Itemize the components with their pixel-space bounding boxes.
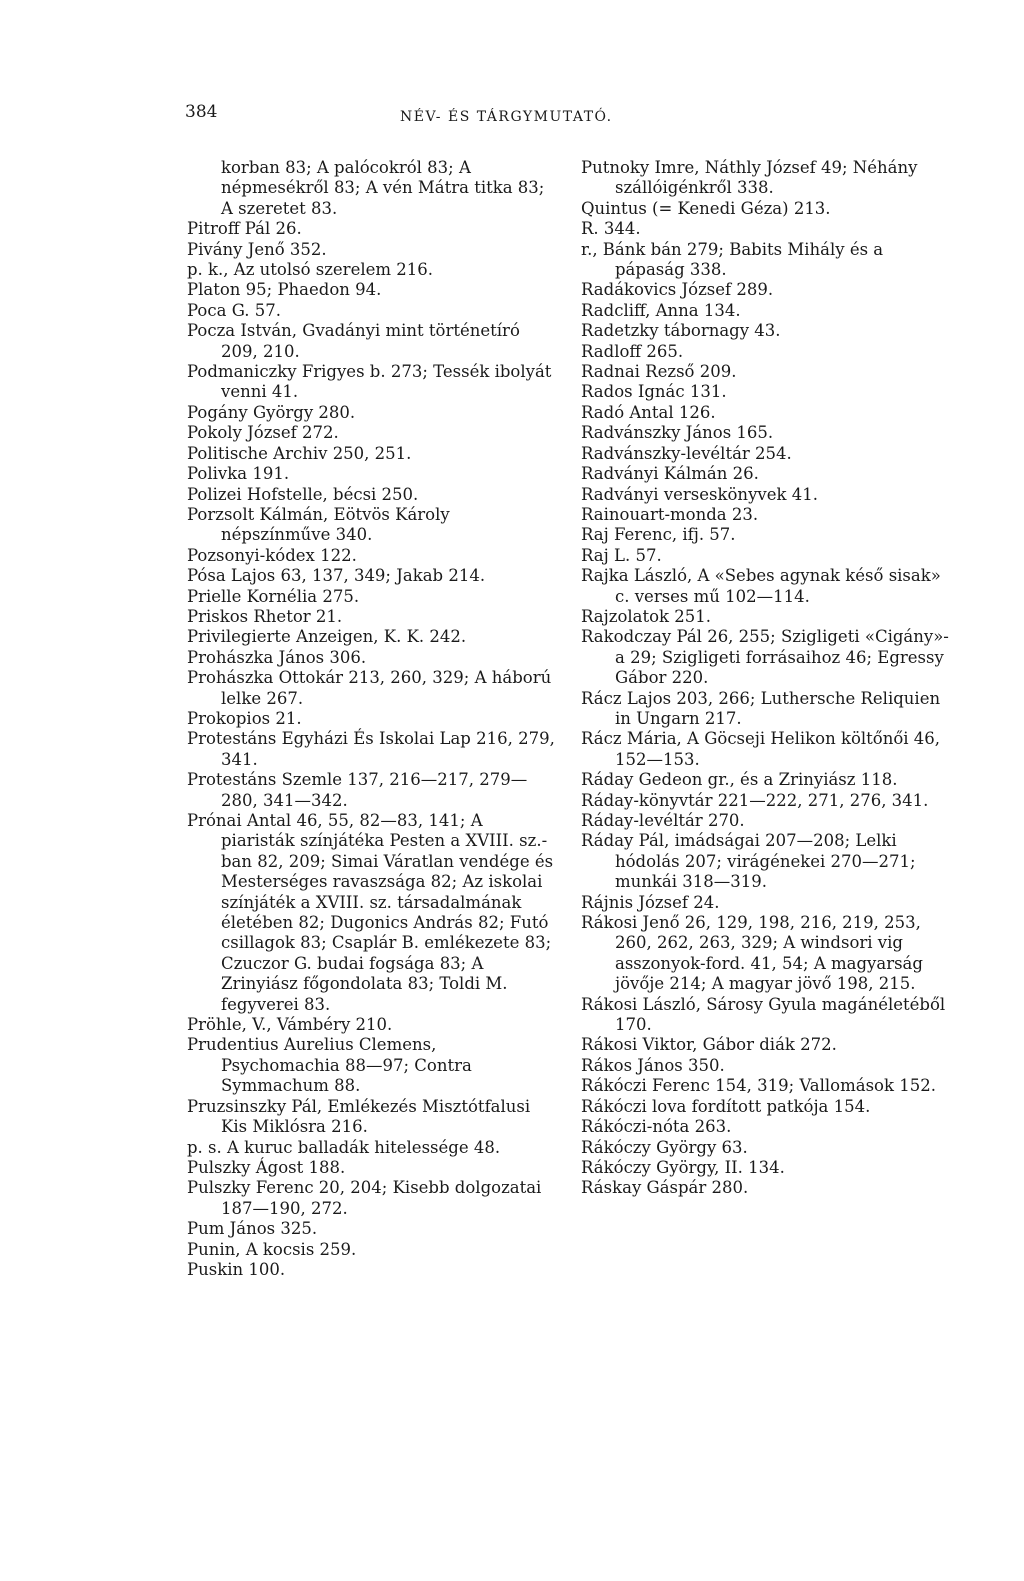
index-entry: Putnoky Imre, Náthly József 49; Néhány szállóigénkről 338. — [581, 158, 918, 198]
index-entry: Prielle Kornélia 275. — [187, 586, 360, 606]
index-entry: Radvánszky János 165. — [581, 423, 774, 443]
index-entry: Porzsolt Kálmán, Eötvös Károly népszínműve 340. — [187, 504, 450, 545]
index-entry: Priskos Rhetor 21. — [187, 606, 343, 626]
index-entry: Pulszky Ferenc 20, 204; Kisebb dolgozatai 187—190, 272. — [187, 1178, 542, 1218]
index-entry: r., Bánk bán 279; Babits Mihály és a pápaság 338. — [581, 239, 884, 280]
index-entry: Prohászka Ottokár 213, 260, 329; A háború lelke 267. — [187, 668, 552, 708]
index-entry: Rákóczi lova fordított patkója 154. — [581, 1096, 871, 1116]
index-entry: Ráday Gedeon gr., és a Zrinyiász 118. — [581, 770, 898, 790]
index-entry: Polivka 191. — [187, 464, 290, 484]
index-entry: Rácz Mária, A Göcseji Helikon költőnői 46, 152—153. — [581, 729, 941, 769]
index-entry: Pocza István, Gvadányi mint történetíró 209, 210. — [187, 321, 520, 361]
index-entry: Rakodczay Pál 26, 255; Szigligeti «Cigány»-a 29; Szigligeti forrásaihoz 46; Egressy Gábor 220. — [581, 627, 949, 688]
index-entry: Raj L. 57. — [581, 545, 662, 565]
index-entry: Protestáns Szemle 137, 216—217, 279—280, 341—342. — [187, 770, 528, 810]
index-entry: Rákosi László, Sárosy Gyula magánéletéből 170. — [581, 994, 946, 1035]
index-entry: Platon 95; Phaedon 94. — [187, 280, 382, 300]
index-entry: Ráday-levéltár 270. — [581, 811, 745, 830]
index-entry: Pósa Lajos 63, 137, 349; Jakab 214. — [187, 566, 486, 586]
index-entry: Puskin 100. — [187, 1259, 286, 1279]
index-entry: Rákóczi-nóta 263. — [581, 1117, 732, 1137]
index-entry: R. 344. — [581, 219, 641, 239]
running-title: NÉV- ÉS TÁRGYMUTATÓ. — [400, 109, 613, 125]
index-entry: Pozsonyi-kódex 122. — [187, 545, 357, 565]
index-entry: Rákóczy György 63. — [581, 1137, 748, 1157]
index-entry: Pulszky Ágost 188. — [187, 1157, 346, 1177]
index-entry: Ráday Pál, imádságai 207—208; Lelki hódolás 207; virágénekei 270—271; munkái 318—319. — [581, 831, 916, 892]
index-entry: Podmaniczky Frigyes b. 273; Tessék ibolyát venni 41. — [187, 362, 552, 402]
index-entry: korban 83; A palócokról 83; A népmesékről 83; A vén Mátra titka 83; A szeretet 83. — [221, 158, 545, 218]
index-column-left — [187, 158, 559, 1280]
index-entry: Rajka László, A «Sebes agynak késő sisak» c. verses mű 102—114. — [581, 566, 941, 606]
index-entry: Rákosi Viktor, Gábor diák 272. — [581, 1035, 837, 1055]
index-entry: Radvánszky-levéltár 254. — [581, 443, 792, 463]
index-entry: Prónai Antal 46, 55, 82—83, 141; A piaristák színjátéka Pesten a XVIII. sz.-ban 82, 209; Simai Váratlan vendége és Mesterséges ravaszsága 82; Az iskolai színjáték a XVIII. sz. társadalmának életében 82; Dugonics András 82; Futó csillagok 83; Csaplár B. emlékezete 83; Czuczor G. budai fogsága 83; A Zrinyiász főgondolata 83; Toldi M. fegyverei 83. — [187, 811, 554, 1014]
index-entry: Rajzolatok 251. — [581, 606, 712, 626]
index-entry: Ráskay Gáspár 280. — [581, 1178, 749, 1198]
index-entry: Radloff 265. — [581, 341, 684, 361]
index-entry: Pokoly József 272. — [187, 423, 339, 443]
index-entry: Rákóczy György, II. 134. — [581, 1157, 785, 1177]
index-entry: Privilegierte Anzeigen, K. K. 242. — [187, 627, 467, 647]
index-entry: Quintus (= Kenedi Géza) 213. — [581, 198, 831, 218]
index-entry: Radványi verseskönyvek 41. — [581, 484, 818, 504]
index-entry: Rácz Lajos 203, 266; Luthersche Reliquien in Ungarn 217. — [581, 688, 941, 728]
index-entry: Radcliff, Anna 134. — [581, 300, 741, 320]
index-entry: Radákovics József 289. — [581, 280, 774, 300]
index-entry: p. s. A kuruc balladák hitelessége 48. — [187, 1137, 501, 1157]
index-entry: Pogány György 280. — [187, 402, 356, 422]
index-entry: Prokopios 21. — [187, 708, 302, 728]
index-entry: Prohászka János 306. — [187, 647, 367, 667]
index-entry: Rados Ignác 131. — [581, 382, 727, 402]
index-entry: Rákosi Jenő 26, 129, 198, 216, 219, 253, 260, 262, 263, 329; A windsori vig asszonyok-ford. 41, 54; A magyarság jövője 214; A magyar jövő 198, 215. — [581, 913, 923, 994]
index-entry: Raj Ferenc, ifj. 57. — [581, 525, 736, 545]
index-entry: Protestáns Egyházi És Iskolai Lap 216, 279, 341. — [187, 729, 555, 769]
index-column-right — [581, 158, 953, 1199]
index-entry: Rákóczi Ferenc 154, 319; Vallomások 152. — [581, 1076, 936, 1096]
index-entry: Radnai Rezső 209. — [581, 362, 737, 382]
index-entry: Prudentius Aurelius Clemens, Psychomachia 88—97; Contra Symmachum 88. — [187, 1035, 472, 1096]
index-entry: Ráday-könyvtár 221—222, 271, 276, 341. — [581, 790, 929, 810]
index-entry: Pruzsinszky Pál, Emlékezés Misztótfalusi Kis Miklósra 216. — [187, 1096, 531, 1137]
index-entry: Poca G. 57. — [187, 300, 282, 320]
index-entry: Punin, A kocsis 259. — [187, 1239, 357, 1259]
index-entry: Radó Antal 126. — [581, 402, 716, 422]
index-entry: Pröhle, V., Vámbéry 210. — [187, 1015, 393, 1035]
index-entry: Rainouart-monda 23. — [581, 504, 759, 524]
index-entry: Pitroff Pál 26. — [187, 219, 302, 239]
index-entry: Radetzky tábornagy 43. — [581, 321, 781, 341]
index-entry: Pum János 325. — [187, 1219, 318, 1239]
index-entry: Rájnis József 24. — [581, 892, 720, 912]
index-entry: p. k., Az utolsó szerelem 216. — [187, 260, 434, 280]
index-entry: Pivány Jenő 352. — [187, 239, 327, 259]
index-entry: Radványi Kálmán 26. — [581, 464, 759, 484]
index-entry: Polizei Hofstelle, bécsi 250. — [187, 484, 419, 504]
page-number: 384 — [185, 102, 218, 122]
index-entry: Politische Archiv 250, 251. — [187, 443, 412, 463]
index-entry: Rákos János 350. — [581, 1055, 725, 1075]
